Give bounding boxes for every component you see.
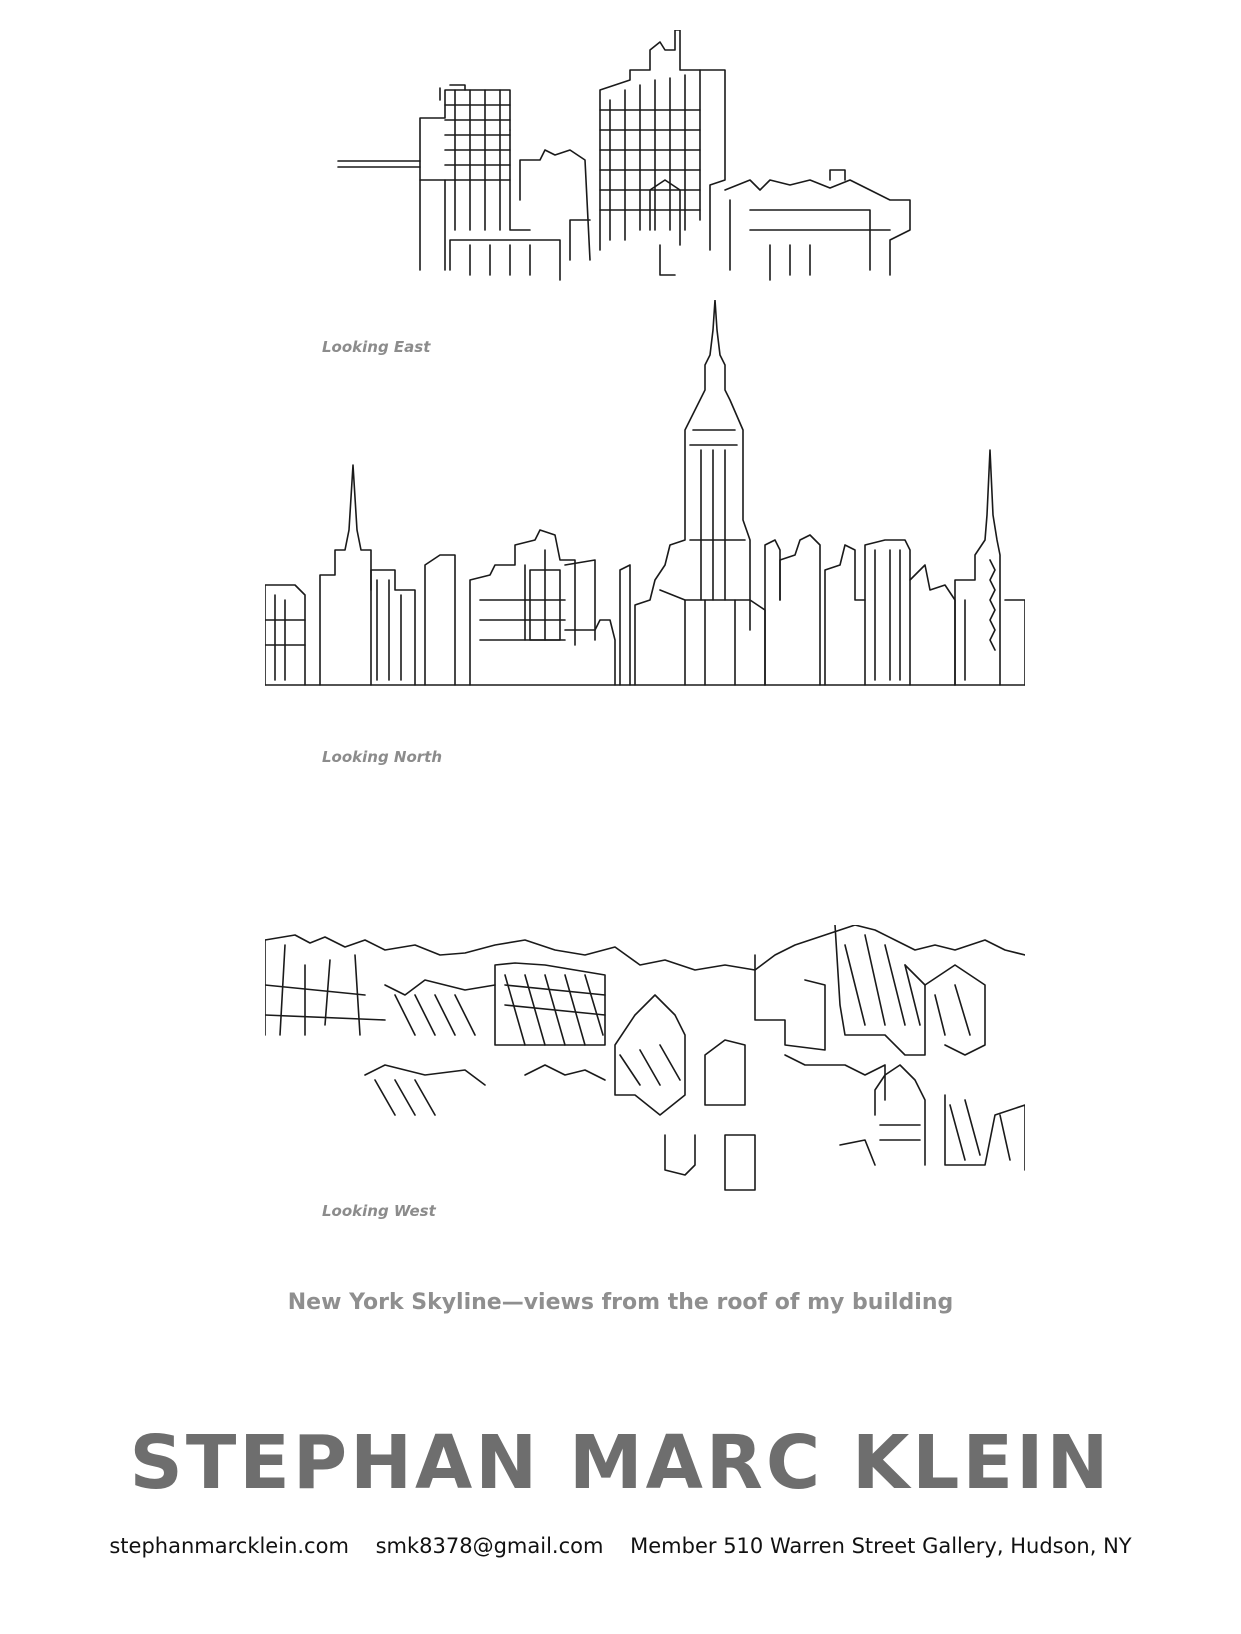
website-link[interactable]: stephanmarcklein.com xyxy=(109,1534,349,1558)
email-link[interactable]: smk8378@gmail.com xyxy=(375,1534,604,1558)
caption-looking-east: Looking East xyxy=(322,338,431,356)
skyline-east-drawing xyxy=(330,30,940,285)
artist-name: STEPHAN MARC KLEIN xyxy=(129,1420,1112,1506)
sketch-looking-west xyxy=(265,925,1025,1200)
page-subtitle: New York Skyline—views from the roof of my building xyxy=(287,1290,954,1315)
caption-looking-north: Looking North xyxy=(322,748,443,766)
caption-looking-west: Looking West xyxy=(322,1202,436,1220)
sketch-looking-east xyxy=(330,30,940,285)
skyline-north-drawing xyxy=(265,300,1025,705)
sketch-looking-north xyxy=(265,300,1025,705)
skyline-west-drawing xyxy=(265,925,1025,1200)
gallery-membership: Member 510 Warren Street Gallery, Hudson, NY xyxy=(630,1534,1132,1558)
footer-contact xyxy=(0,1534,1241,1558)
